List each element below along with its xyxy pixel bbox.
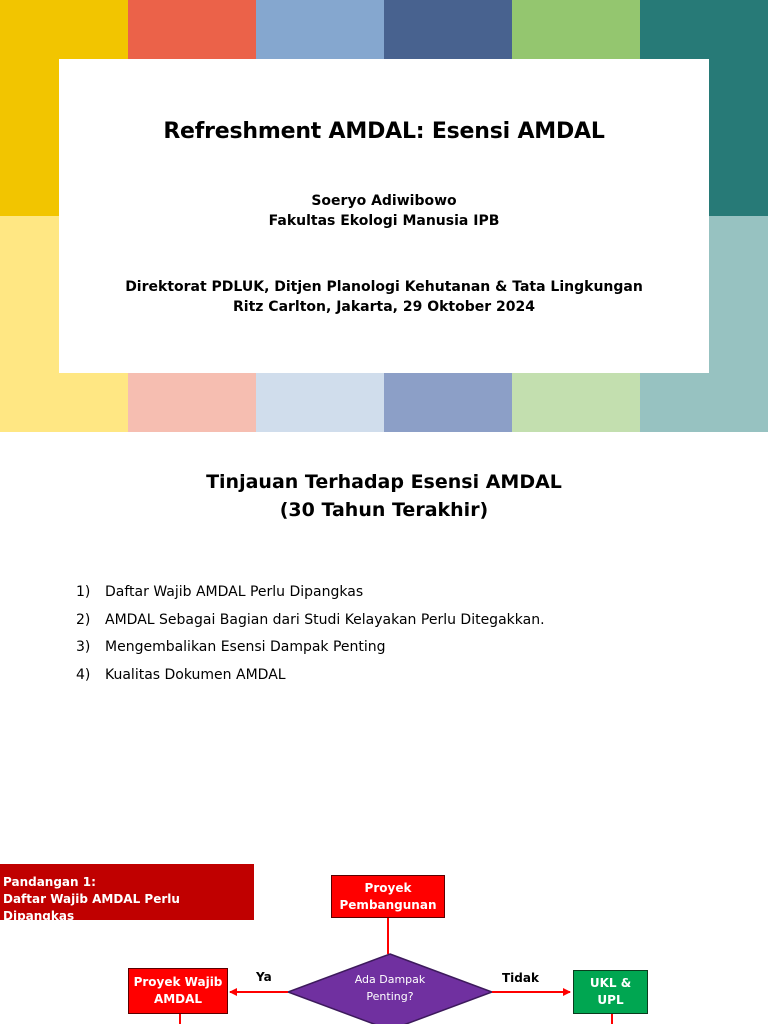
banner-line2: Daftar Wajib AMDAL Perlu Dipangkas (3, 892, 180, 923)
ukl-line2: UPL (597, 993, 624, 1007)
view-banner (0, 864, 254, 923)
title-slide (0, 0, 768, 432)
list-item-text: Mengembalikan Esensi Dampak Penting (105, 639, 386, 655)
list-item-number: 3) (76, 639, 91, 655)
author-block (59, 191, 709, 231)
review-slide (0, 432, 768, 832)
decision-line1: Ada Dampak (354, 973, 426, 986)
list-item (76, 612, 545, 640)
proyek-line2: Pembangunan (339, 897, 437, 912)
ukl-upl-box (573, 970, 648, 1014)
list-item-text: Daftar Wajib AMDAL Perlu Dipangkas (105, 584, 364, 600)
author-affiliation: Fakultas Ekologi Manusia IPB (268, 213, 500, 229)
list-item (76, 639, 545, 667)
yes-label: Ya (256, 970, 272, 984)
review-title (0, 468, 768, 524)
event-name: Direktorat PDLUK, Ditjen Planologi Kehutanan & Tata Lingkungan (125, 279, 643, 295)
review-title-line2: (30 Tahun Terakhir) (279, 499, 489, 521)
banner-line1: Pandangan 1: (3, 875, 96, 889)
wajib-line1: Proyek Wajib (133, 975, 223, 989)
event-block (59, 277, 709, 317)
list-item-number: 2) (76, 611, 91, 628)
proyek-wajib-amdal-box (128, 968, 228, 1014)
decision-line2: Penting? (366, 990, 414, 1003)
list-item (76, 584, 545, 612)
flowchart-slide (0, 832, 768, 1024)
proyek-pembangunan-box (331, 875, 445, 918)
no-label: Tidak (502, 971, 539, 985)
review-title-line1: Tinjauan Terhadap Esensi AMDAL (206, 471, 562, 493)
review-list (76, 584, 545, 694)
event-venue-date: Ritz Carlton, Jakarta, 29 Oktober 2024 (233, 299, 535, 315)
author-name: Soeryo Adiwibowo (311, 193, 457, 209)
decision-text (318, 971, 462, 1005)
list-item-text: AMDAL Sebagai Bagian dari Studi Kelayakan Perlu Ditegakkan. (105, 611, 545, 628)
slide-title: Refreshment AMDAL: Esensi AMDAL (163, 119, 605, 144)
list-item (76, 667, 545, 695)
list-item-text: Kualitas Dokumen AMDAL (105, 666, 286, 683)
proyek-line1: Proyek (364, 880, 412, 895)
title-card (59, 59, 709, 373)
wajib-line2: AMDAL (153, 992, 203, 1006)
list-item-number: 4) (76, 666, 91, 683)
list-item-number: 1) (76, 584, 91, 600)
ukl-line1: UKL & (589, 976, 632, 990)
